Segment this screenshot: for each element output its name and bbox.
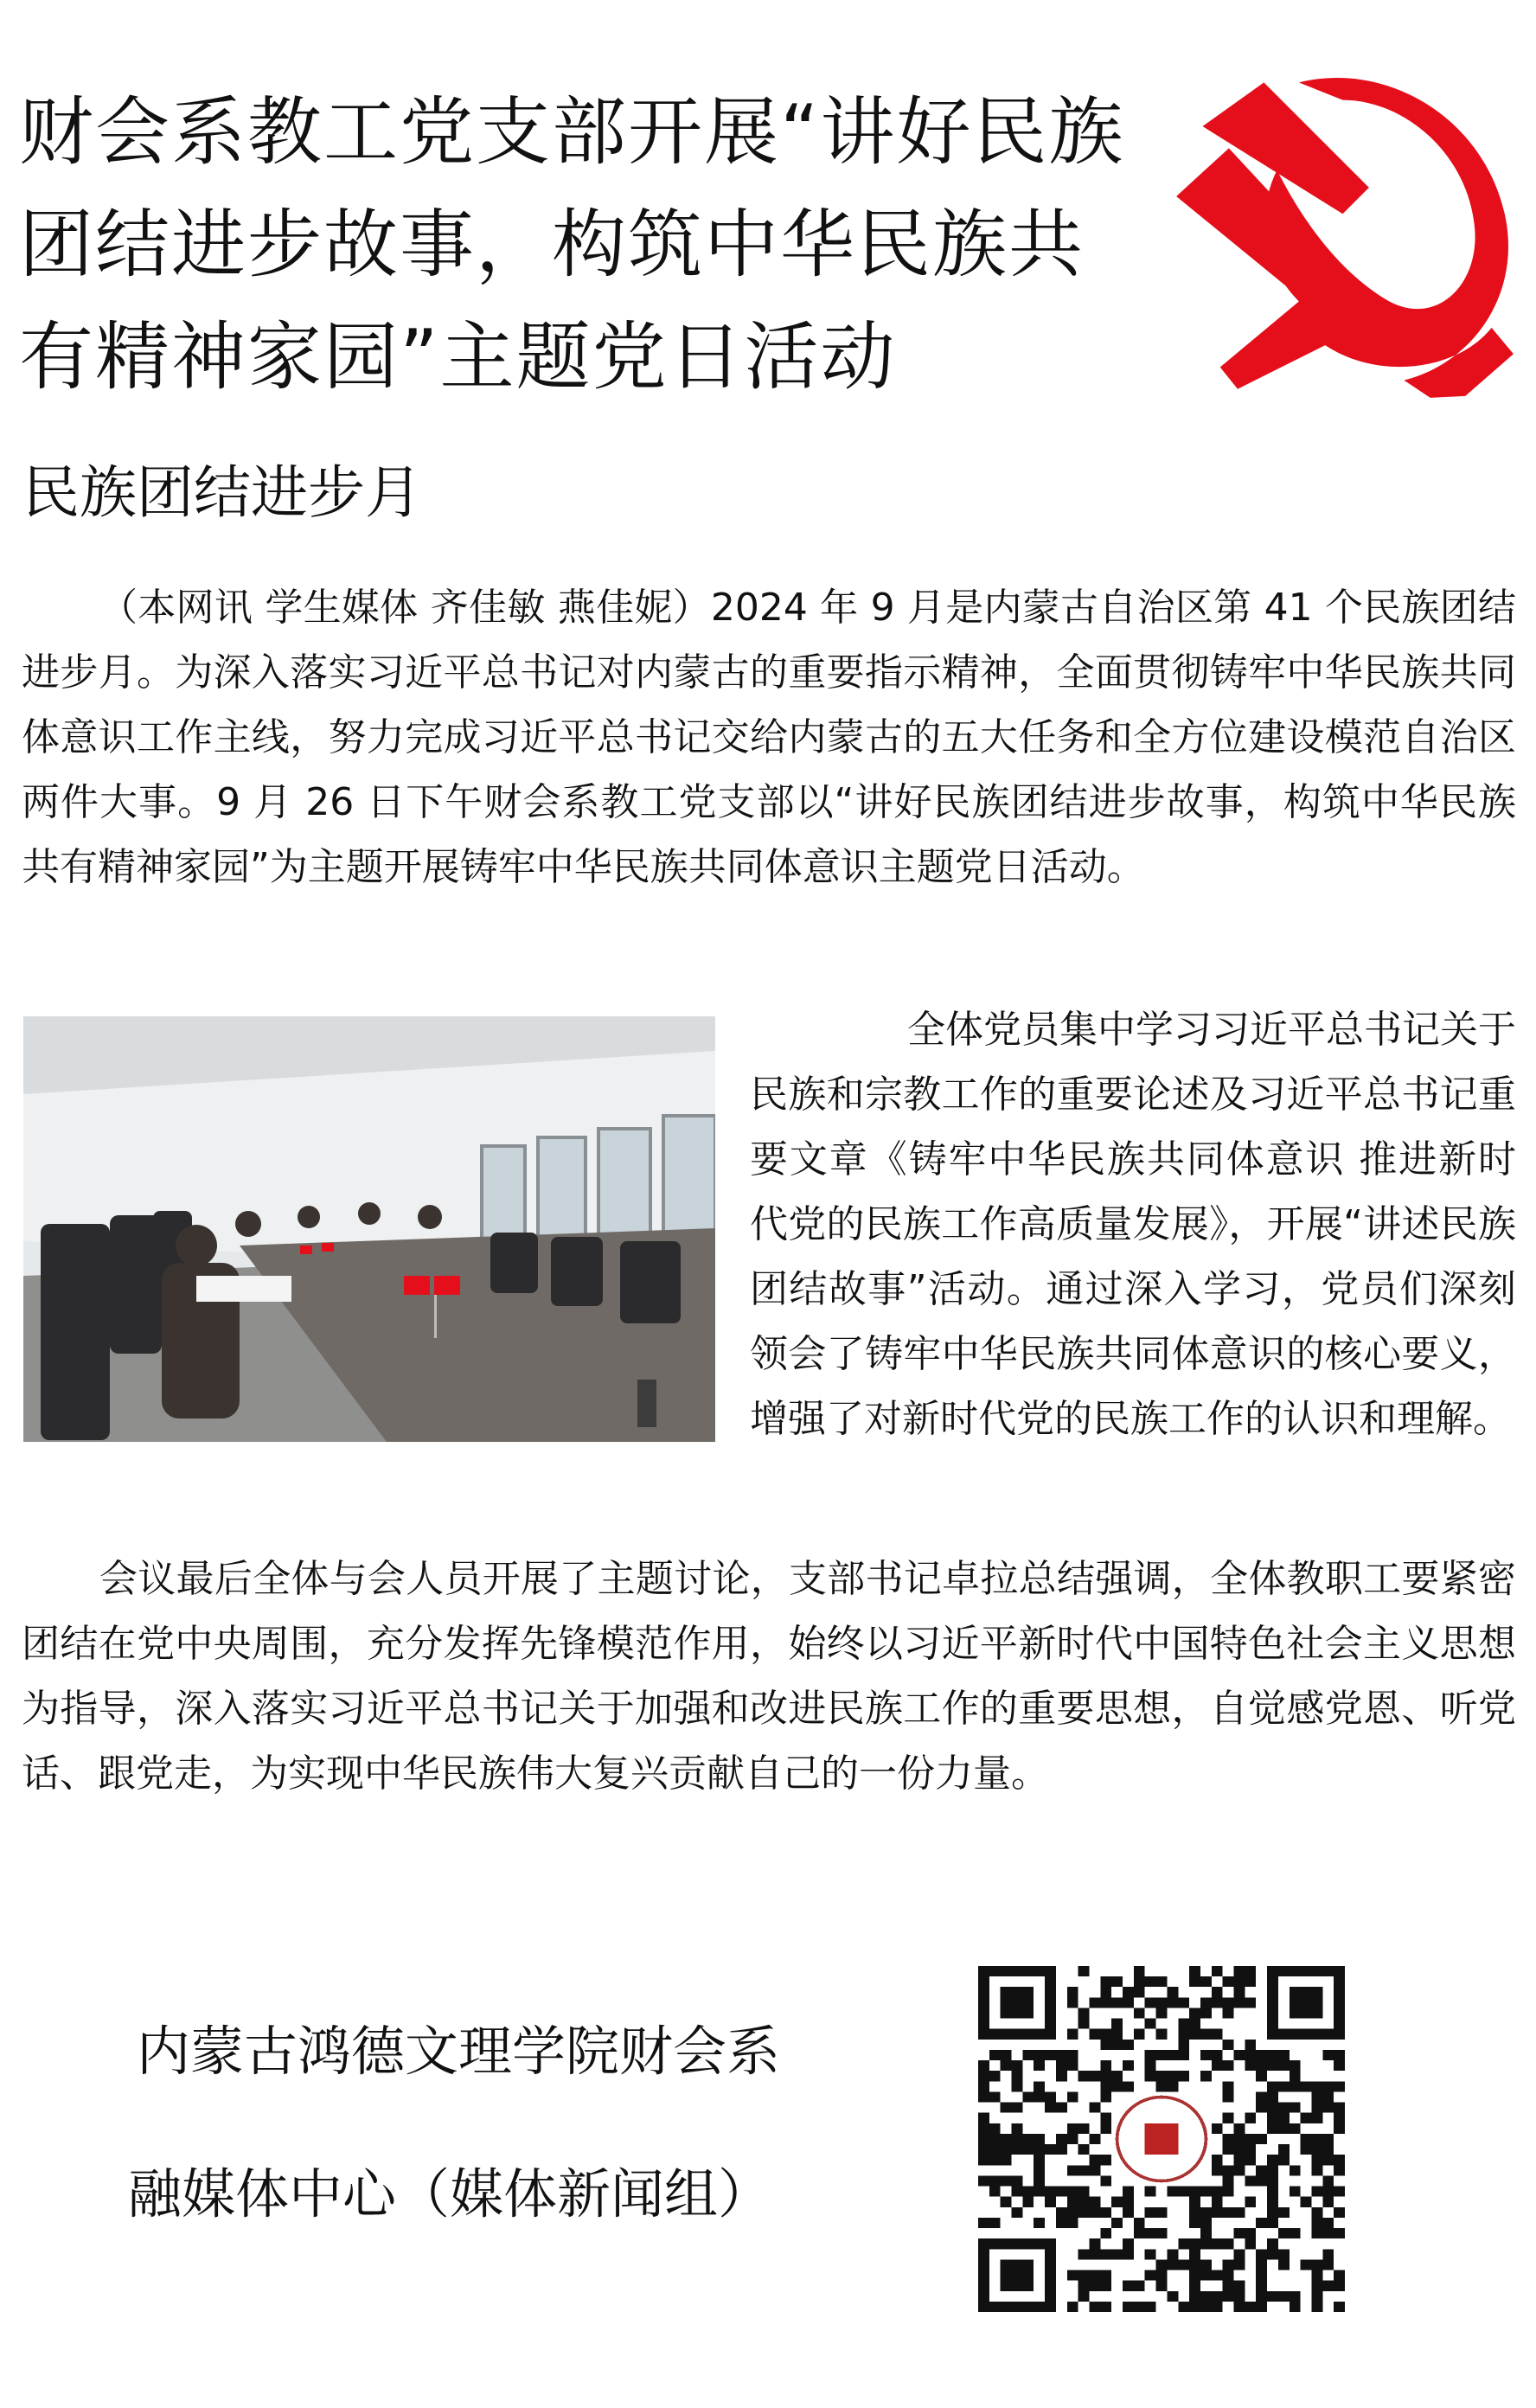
meeting-photo-illustration xyxy=(23,1016,715,1442)
party-emblem-icon xyxy=(1168,65,1518,398)
qr-code[interactable] xyxy=(978,1966,1345,2312)
paragraph-study-text: 全体党员集中学习习近平总书记关于民族和宗教工作的重要论述及习近平总书记重要文章《铸牢中华民族共同体意识 推进新时代党的民族工作高质量发展》，开展“讲述民族团结故事”活动。通过深入学习，党员们深刻领会了铸牢中华民族共同体意识的核心要义，增强了对新时代党的民族工作的认识和理解。 xyxy=(750,1008,1516,1441)
footer-media-unit: 融媒体中心（媒体新闻组） xyxy=(128,2162,772,2225)
paragraph-conclusion: 会议最后全体与会人员开展了主题讨论，支部书记卓拉总结强调，全体教职工要紧密团结在党中央周围，充分发挥先锋模范作用，始终以习近平新时代中国特色社会主义思想为指导，深入落实习近平总书记关于加强和改进民族工作的重要思想，自觉感党恩、听党话、跟党走，为实现中华民族伟大复兴贡献自己的一份力量。 xyxy=(22,1557,1516,1796)
meeting-photo xyxy=(23,1016,715,1442)
paragraph-intro: （本网讯 学生媒体 齐佳敏 燕佳妮）2024 年 9 月是内蒙古自治区第 41 个民族团结进步月。为深入落实习近平总书记对内蒙古的重要指示精神，全面贯彻铸牢中华民族共同体意识工作主线，努力完成习近平总书记交给内蒙古的五大任务和全方位建设模范自治区两件大事。9 月 26 日下午财会系教工党支部以“讲好民族团结进步故事，构筑中华民族共有精神家园”为主题开展铸牢中华民族共同体意识主题党日活动。 xyxy=(22,586,1516,889)
paragraph-study xyxy=(22,997,1516,1451)
footer-organization: 内蒙古鸿德文理学院财会系 xyxy=(137,2020,781,2083)
page-title: 财会系教工党支部开展“讲好民族团结进步故事，构筑中华民族共有精神家园”主题党日活动 xyxy=(19,89,1125,400)
section-subtitle: 民族团结进步月 xyxy=(22,459,422,526)
